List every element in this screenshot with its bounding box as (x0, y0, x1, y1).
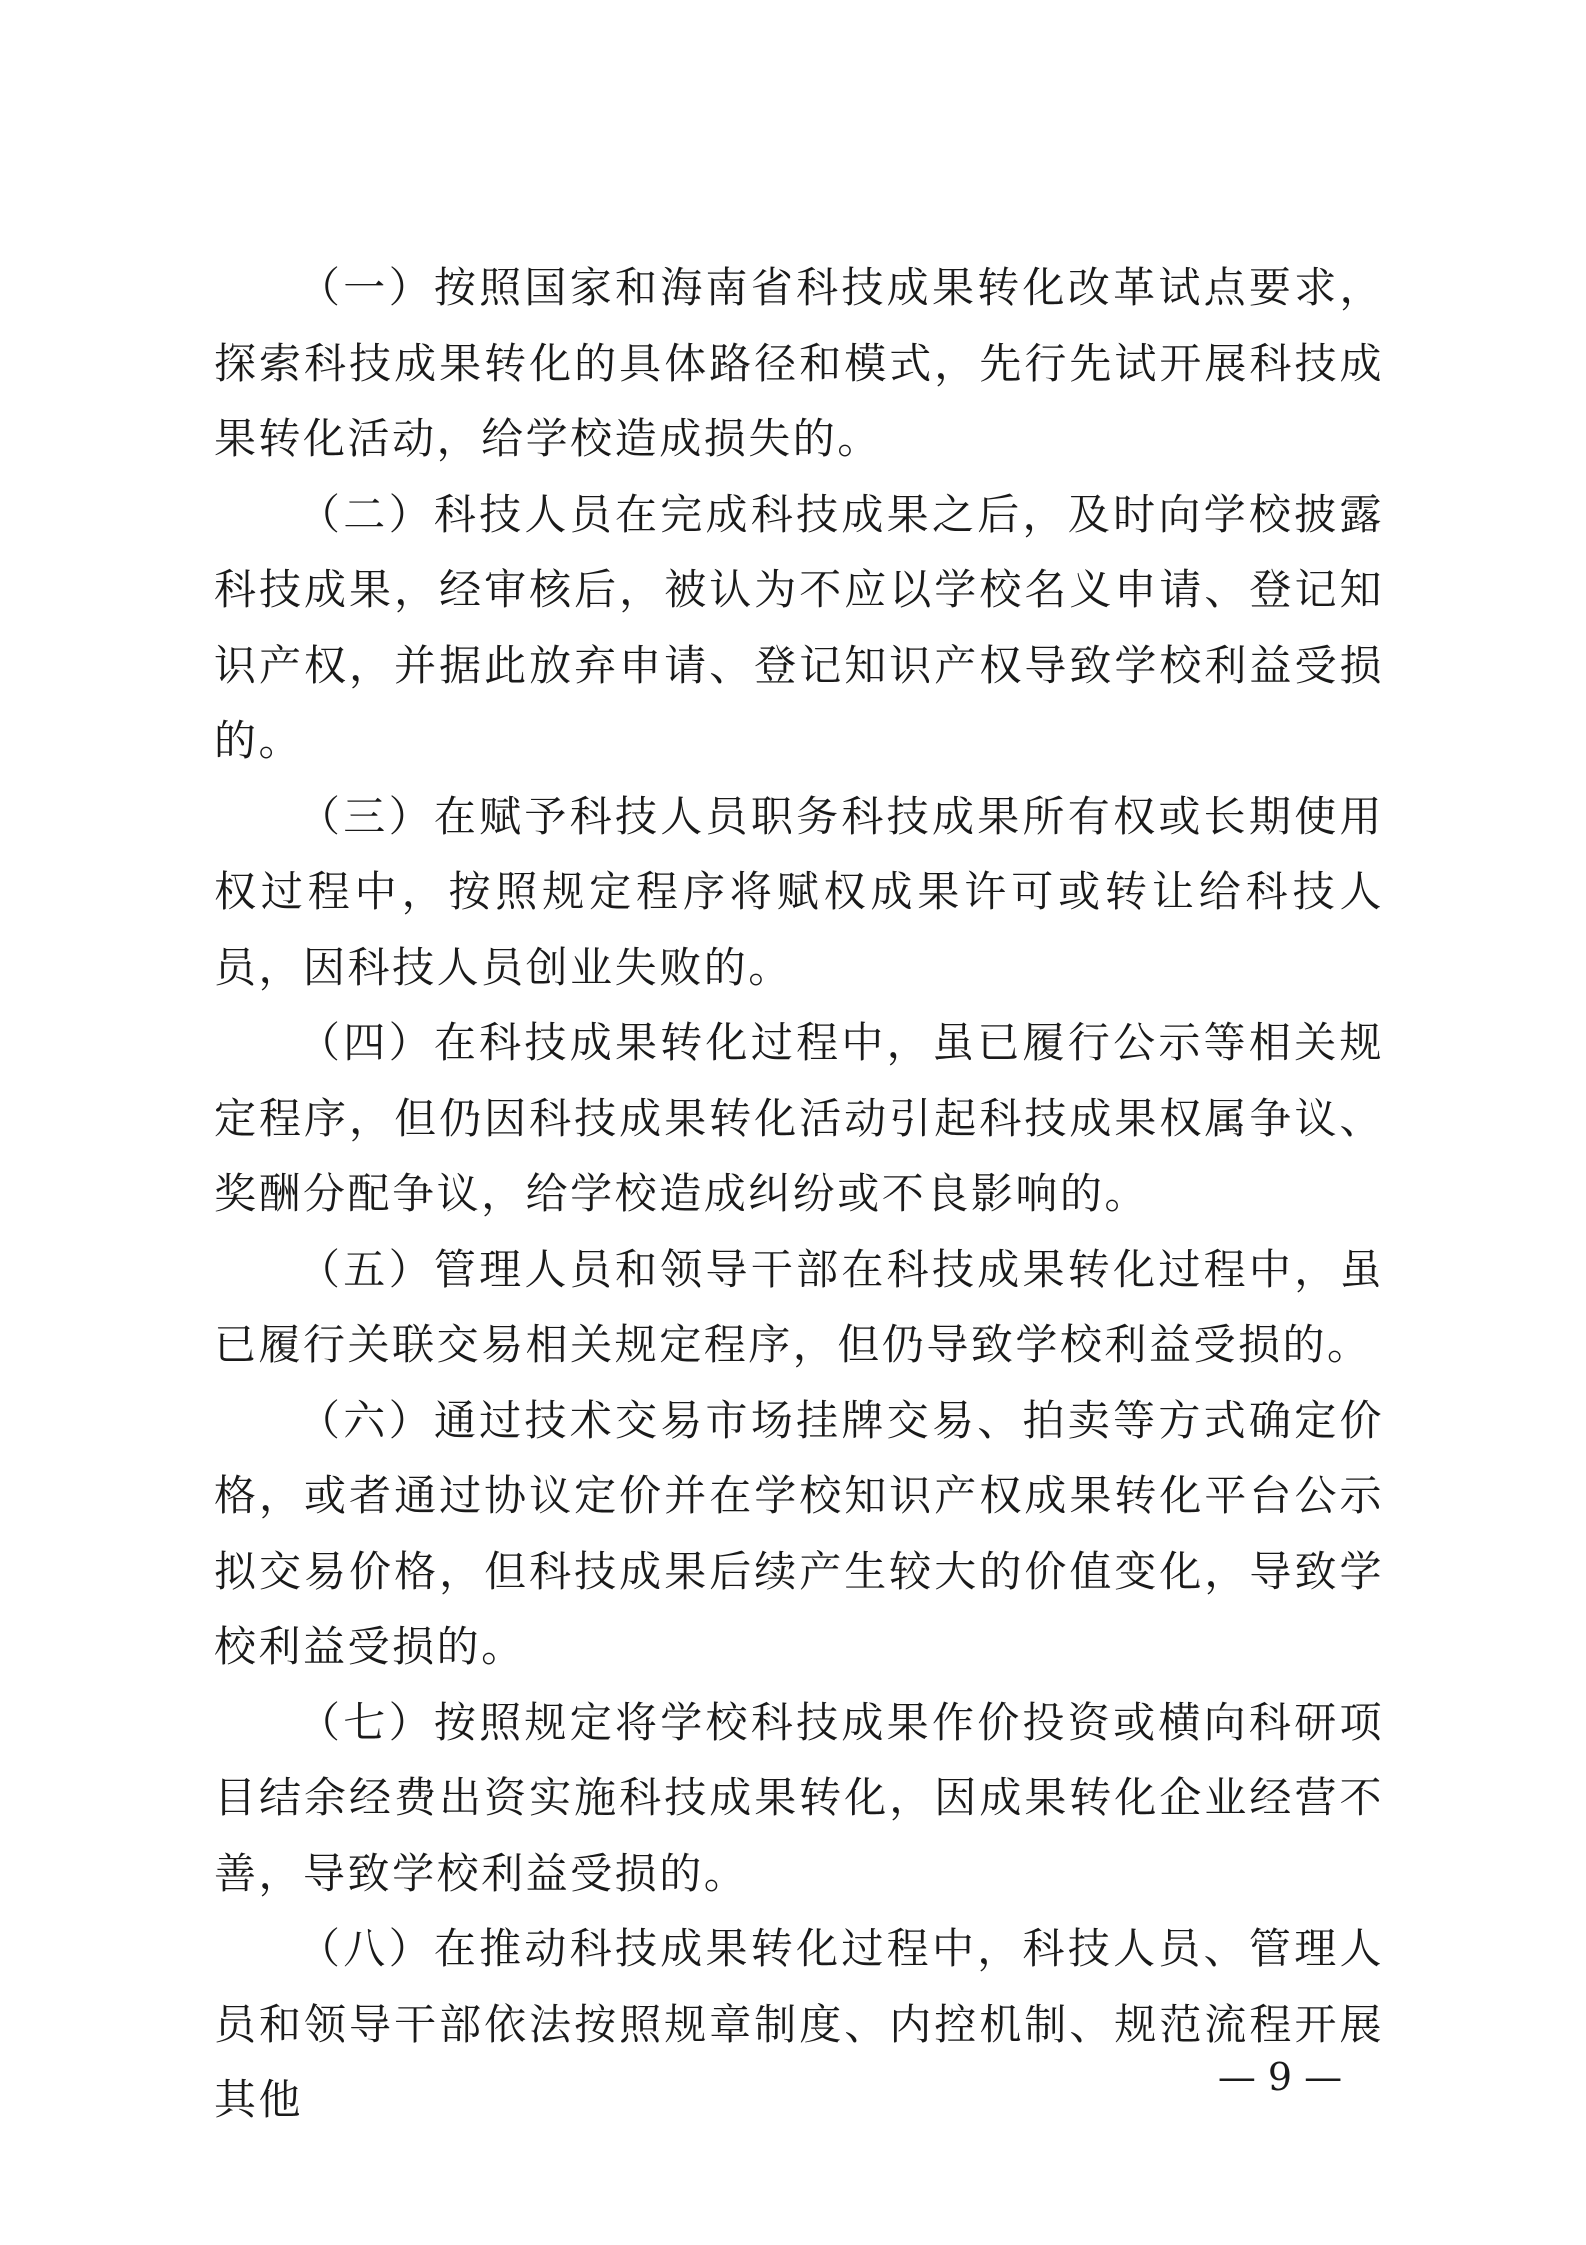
paragraph-2: （二）科技人员在完成科技成果之后，及时向学校披露科技成果，经审核后，被认为不应以学校名义申请、登记知识产权，并据此放弃申请、登记知识产权导致学校利益受损的。 (214, 489, 1384, 765)
paragraph-4: （四）在科技成果转化过程中，虽已履行公示等相关规定程序，但仍因科技成果转化活动引起科技成果权属争议、奖酬分配争议，给学校造成纠纷或不良影响的。 (214, 1018, 1384, 1218)
paragraph-5: （五）管理人员和领导干部在科技成果转化过程中，虽已履行关联交易相关规定程序，但仍导致学校利益受损的。 (214, 1244, 1384, 1369)
paragraph-3: （三）在赋予科技人员职务科技成果所有权或长期使用权过程中，按照规定程序将赋权成果许可或转让给科技人员，因科技人员创业失败的。 (214, 791, 1384, 992)
paragraph-8: （八）在推动科技成果转化过程中，科技人员、管理人员和领导干部依法按照规章制度、内控机制、规范流程开展其他 (214, 1924, 1384, 2124)
paragraph-6: （六）通过技术交易市场挂牌交易、拍卖等方式确定价格，或者通过协议定价并在学校知识产权成果转化平台公示拟交易价格，但科技成果后续产生较大的价值变化，导致学校利益受损的。 (214, 1395, 1384, 1671)
document-body (214, 250, 1384, 2138)
page-number: — 9 — (1217, 2055, 1343, 2099)
paragraph-7: （七）按照规定将学校科技成果作价投资或横向科研项目结余经费出资实施科技成果转化，因成果转化企业经营不善，导致学校利益受损的。 (214, 1697, 1384, 1898)
paragraph-1: （一）按照国家和海南省科技成果转化改革试点要求，探索科技成果转化的具体路径和模式，先行先试开展科技成果转化活动，给学校造成损失的。 (214, 263, 1384, 463)
